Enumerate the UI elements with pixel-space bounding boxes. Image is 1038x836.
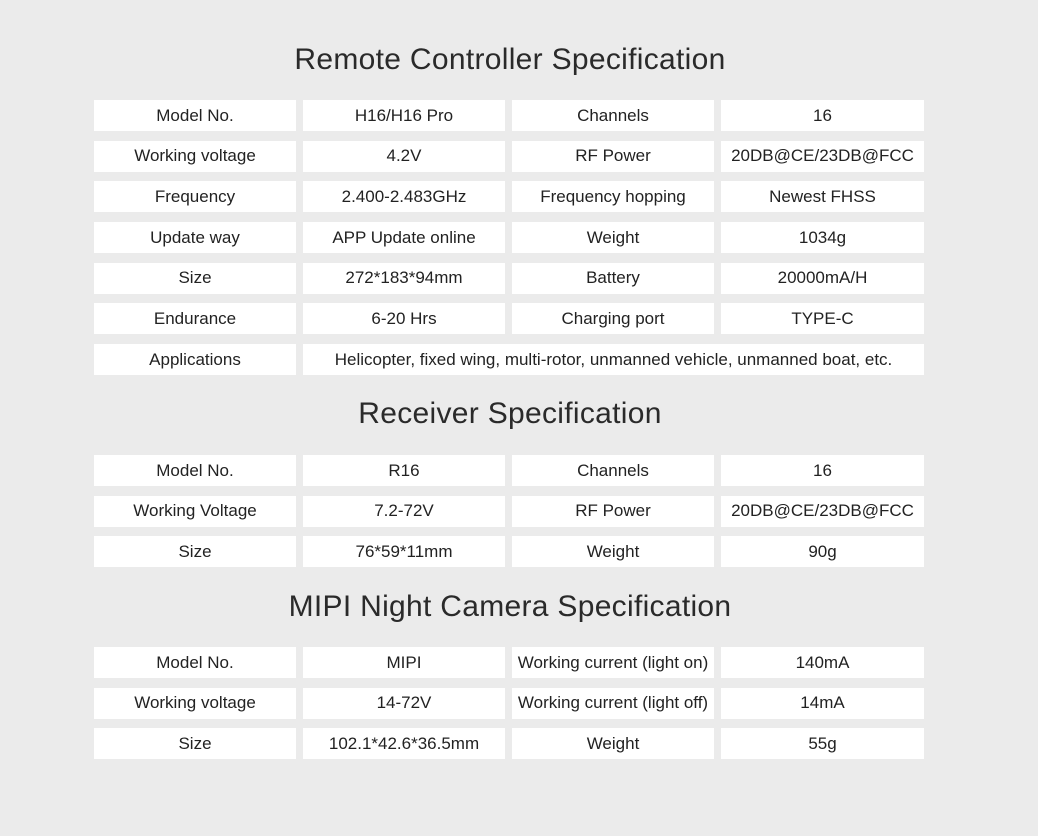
spec-label: Frequency — [94, 181, 296, 212]
table-row — [94, 688, 924, 720]
table-row — [94, 728, 924, 760]
spec-value: 20DB@CE/23DB@FCC — [721, 496, 924, 527]
spec-label: Charging port — [512, 303, 714, 334]
spec-label: Weight — [512, 728, 714, 759]
spec-value: 55g — [721, 728, 924, 759]
table-row — [94, 141, 924, 173]
spec-label: Battery — [512, 263, 714, 294]
spec-value: 140mA — [721, 647, 924, 678]
section-title-receiver: Receiver Specification — [358, 397, 662, 430]
spec-value: 16 — [721, 455, 924, 486]
spec-value: H16/H16 Pro — [303, 100, 505, 131]
spec-label: Working voltage — [94, 688, 296, 719]
spec-value: 14mA — [721, 688, 924, 719]
receiver-spec-table — [94, 455, 924, 577]
spec-value: MIPI — [303, 647, 505, 678]
spec-value: 2.400-2.483GHz — [303, 181, 505, 212]
spec-value: 76*59*11mm — [303, 536, 505, 567]
section-title-remote-controller: Remote Controller Specification — [294, 43, 726, 76]
spec-label: Channels — [512, 455, 714, 486]
spec-value: APP Update online — [303, 222, 505, 253]
spec-label: Frequency hopping — [512, 181, 714, 212]
table-row — [94, 263, 924, 295]
spec-value: 20DB@CE/23DB@FCC — [721, 141, 924, 172]
remote-controller-spec-table — [94, 100, 924, 385]
table-row — [94, 344, 924, 376]
table-row — [94, 303, 924, 335]
spec-value: 6-20 Hrs — [303, 303, 505, 334]
spec-value-wide: Helicopter, fixed wing, multi-rotor, unmanned vehicle, unmanned boat, etc. — [303, 344, 924, 375]
spec-label: Size — [94, 263, 296, 294]
spec-label: Model No. — [94, 647, 296, 678]
spec-value: TYPE-C — [721, 303, 924, 334]
spec-label: Applications — [94, 344, 296, 375]
spec-value: 272*183*94mm — [303, 263, 505, 294]
spec-label: Model No. — [94, 455, 296, 486]
spec-label: Channels — [512, 100, 714, 131]
spec-value: 20000mA/H — [721, 263, 924, 294]
spec-value: 16 — [721, 100, 924, 131]
spec-label: Size — [94, 728, 296, 759]
spec-value: 4.2V — [303, 141, 505, 172]
table-row — [94, 181, 924, 213]
spec-label: Weight — [512, 536, 714, 567]
table-row — [94, 222, 924, 254]
spec-value: 90g — [721, 536, 924, 567]
spec-label: RF Power — [512, 496, 714, 527]
spec-label: Working current (light on) — [512, 647, 714, 678]
spec-label: Model No. — [94, 100, 296, 131]
table-row — [94, 455, 924, 487]
table-row — [94, 647, 924, 679]
spec-value: Newest FHSS — [721, 181, 924, 212]
spec-value: 14-72V — [303, 688, 505, 719]
spec-value: R16 — [303, 455, 505, 486]
spec-label: Working current (light off) — [512, 688, 714, 719]
table-row — [94, 536, 924, 568]
spec-value: 102.1*42.6*36.5mm — [303, 728, 505, 759]
spec-label: Update way — [94, 222, 296, 253]
spec-label: Endurance — [94, 303, 296, 334]
spec-value: 7.2-72V — [303, 496, 505, 527]
section-title-mipi-camera: MIPI Night Camera Specification — [288, 590, 732, 623]
spec-label: Working Voltage — [94, 496, 296, 527]
spec-label: Weight — [512, 222, 714, 253]
spec-value: 1034g — [721, 222, 924, 253]
table-row — [94, 100, 924, 132]
mipi-camera-spec-table — [94, 647, 924, 769]
spec-label: RF Power — [512, 141, 714, 172]
table-row — [94, 496, 924, 528]
spec-label: Working voltage — [94, 141, 296, 172]
spec-label: Size — [94, 536, 296, 567]
